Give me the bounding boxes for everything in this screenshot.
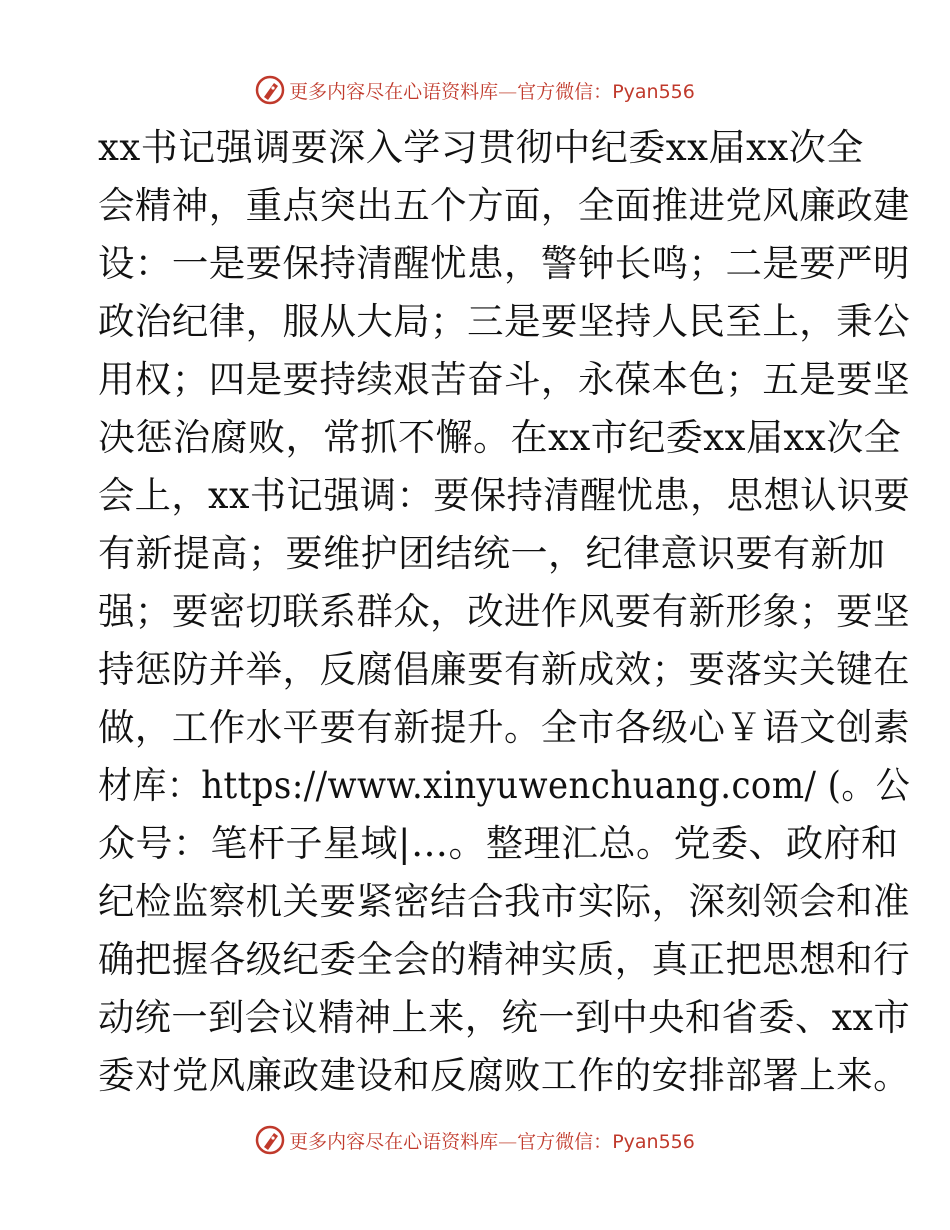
body-line: 持惩防并举，反腐倡廉要有新成效；要落实关键在 [98, 648, 910, 691]
header-banner-label: 官方微信： [517, 80, 613, 103]
body-line: 做，工作水平要有新提升。全市各级心￥语文创素 [98, 706, 910, 749]
header-banner-text [289, 77, 695, 104]
header-banner-main: 更多内容尽在心语资料库 [289, 80, 499, 103]
pen-nib-logo-icon [255, 1125, 285, 1155]
footer-banner-dash: — [498, 1130, 518, 1153]
body-line: 众号：笔杆子星域|…。整理汇总。党委、政府和 [98, 822, 899, 865]
body-line: xx书记强调要深入学习贯彻中纪委xx届xx次全 [98, 126, 864, 169]
footer-banner [0, 1120, 950, 1160]
body-line: 材库：https://www.xinyuwenchuang.com/ (。公 [98, 764, 911, 807]
header-banner-dash: — [498, 80, 518, 103]
pen-nib-logo-icon [255, 75, 285, 105]
body-line: 有新提高；要维护团结统一，纪律意识要有新加 [98, 532, 886, 575]
body-line: 决惩治腐败，常抓不懈。在xx市纪委xx届xx次全 [98, 416, 902, 459]
body-line: 设：一是要保持清醒忧患，警钟长鸣；二是要严明 [98, 242, 910, 285]
body-line: 会上，xx书记强调：要保持清醒忧患，思想认识要 [98, 474, 911, 517]
footer-banner-wechat-id: Pyan556 [612, 1130, 695, 1153]
body-line: 政治纪律，服从大局；三是要坚持人民至上，秉公 [98, 300, 910, 343]
body-line: 动统一到会议精神上来，统一到中央和省委、xx市 [98, 996, 911, 1039]
footer-banner-main: 更多内容尽在心语资料库 [289, 1130, 499, 1153]
header-banner-wechat-id: Pyan556 [612, 80, 695, 103]
body-line: 用权；四是要持续艰苦奋斗，永葆本色；五是要坚 [98, 358, 910, 401]
header-banner [0, 70, 950, 110]
footer-banner-label: 官方微信： [517, 1130, 613, 1153]
footer-banner-text [289, 1127, 695, 1154]
body-line: 确把握各级纪委全会的精神实质，真正把思想和行 [98, 938, 910, 981]
body-line: 强；要密切联系群众，改进作风要有新形象；要坚 [98, 590, 910, 633]
body-line: 纪检监察机关要紧密结合我市实际，深刻领会和准 [98, 880, 910, 923]
body-line: 会精神，重点突出五个方面，全面推进党风廉政建 [98, 184, 910, 227]
body-line: 委对党风廉政建设和反腐败工作的安排部署上来。 [98, 1054, 910, 1097]
